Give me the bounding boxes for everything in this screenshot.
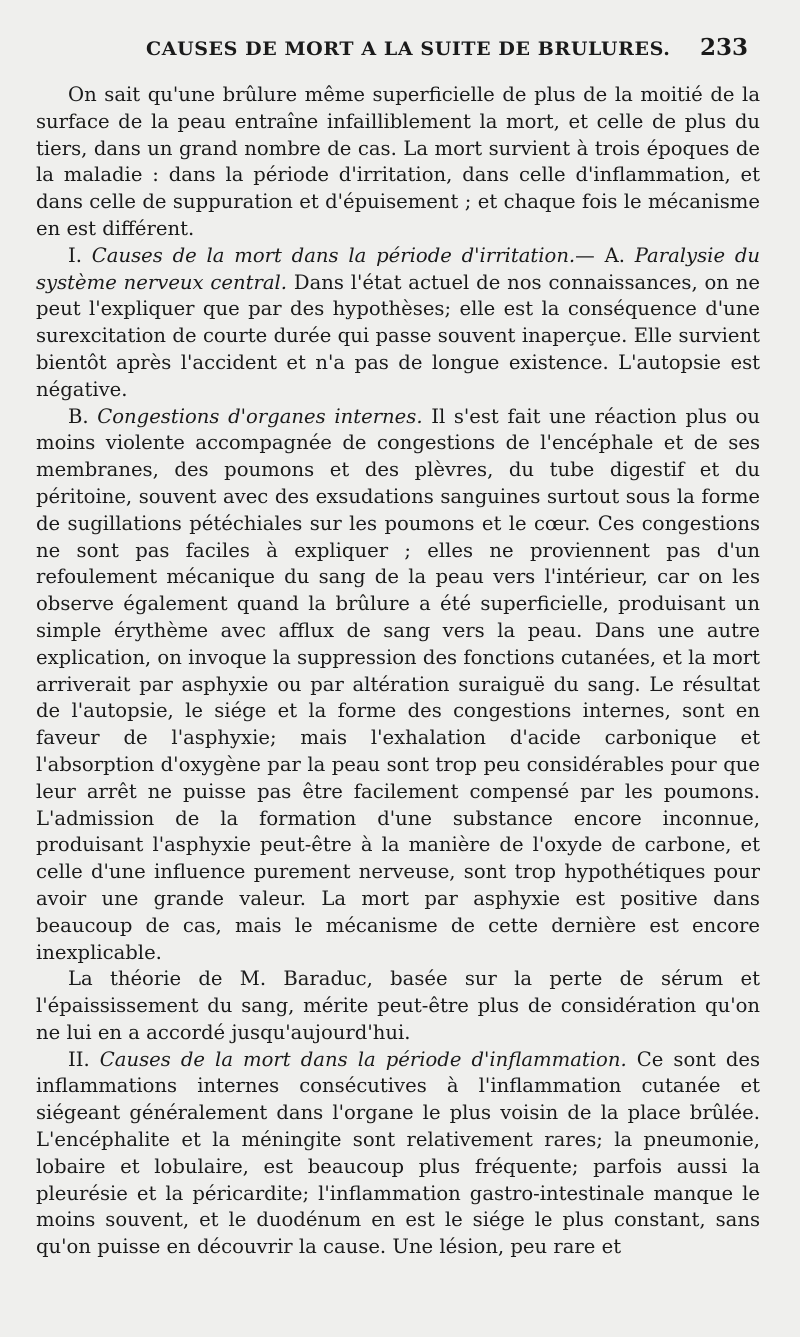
subsection-heading: Congestions d'organes internes. [97,404,423,428]
paragraph-baraduc [36,966,760,1046]
paragraph-intro [36,82,760,243]
paragraph-text: Il s'est fait une réaction plus ou moins violente accompagnée de congestions de l'encéphale et de ses membranes, des poumons et des plèvres, du tube digestif et du péritoine, souvent avec des exsudations sanguines surtout sous la forme de sugillations pétéchiales sur les poumons et le cœur. Ces congestions ne sont pas faciles à expliquer ; elles ne proviennent pas d'un refoulement mécanique du sang de la peau vers l'intérieur, car on les observe également quand la brûlure a été superficielle, produisant un simple érythème avec afflux de sang vers la peau. Dans une autre explication, on invoque la suppression des fonctions cutanées, et la mort arriverait par asphyxie ou par altération suraiguë du sang. Le résultat de l'autopsie, le siége et la forme des congestions internes, sont en faveur de l'asphyxie; mais l'exhalation d'acide carbonique et l'absorption d'oxygène par la peau sont trop peu considérables pour que leur arrêt ne puisse pas être facilement compensé par les poumons. L'admission de la formation d'une substance encore inconnue, produisant l'asphyxie peut-être à la manière de l'oxyde de carbone, et celle d'une influence purement nerveuse, sont trop hypothétiques pour avoir une grande valeur. La mort par asphyxie est positive dans beaucoup de cas, mais le mécanisme de cette dernière est encore inexplicable. [36,404,760,964]
page-header [60,30,748,70]
running-title: CAUSES DE MORT A LA SUITE DE BRULURES. [146,38,671,60]
heading-separator: — A. [575,243,635,267]
section-numeral: I. [68,243,92,267]
paragraph-text: Dans l'état actuel de nos connaissances, on ne peut l'expliquer que par des hypothèses; elle est la conséquence d'une surexcitation de courte durée qui passe souvent inaperçue. Elle survient bientôt après l'accident et n'a pas de longue existence. L'autopsie est négative. [36,270,760,401]
section-heading: Causes de la mort dans la période d'inflammation. [99,1047,627,1071]
paragraph-section-1 [36,243,760,404]
section-letter: B. [68,404,98,428]
body-text [36,82,760,1261]
paragraph-text: Ce sont des inflammations internes consécutives à l'inflammation cutanée et siégeant généralement dans l'organe le plus voisin de la place brûlée. L'encéphalite et la méningite sont relativement rares; la pneumonie, lobaire et lobulaire, est beaucoup plus fréquente; parfois aussi la pleurésie et la péricardite; l'inflammation gastro-intestinale manque le moins souvent, et le duodénum en est le siége le plus constant, sans qu'on puisse en découvrir la cause. Une lésion, peu rare et [36,1047,761,1259]
paragraph-text: On sait qu'une brûlure même superficielle de plus de la moitié de la surface de la peau entraîne infailliblement la mort, et celle de plus du tiers, dans un grand nombre de cas. La mort survient à trois époques de la maladie : dans la période d'irritation, dans celle d'inflammation, et dans celle de suppuration et d'épuisement ; et chaque fois le mécanisme en est différent. [36,83,760,240]
subsection-heading: Paralysie du système nerveux central. [36,243,760,294]
paragraph-text: La théorie de M. Baraduc, basée sur la perte de sérum et l'épaississement du sang, mérite peut-être plus de considération qu'on ne lui en a accordé jusqu'aujourd'hui. [36,967,760,1044]
section-heading: Causes de la mort dans la période d'irritation. [91,243,576,267]
paragraph-section-2 [36,1047,760,1261]
paragraph-section-b [36,404,760,967]
section-numeral: II. [68,1047,100,1071]
page-number: 233 [699,34,748,61]
